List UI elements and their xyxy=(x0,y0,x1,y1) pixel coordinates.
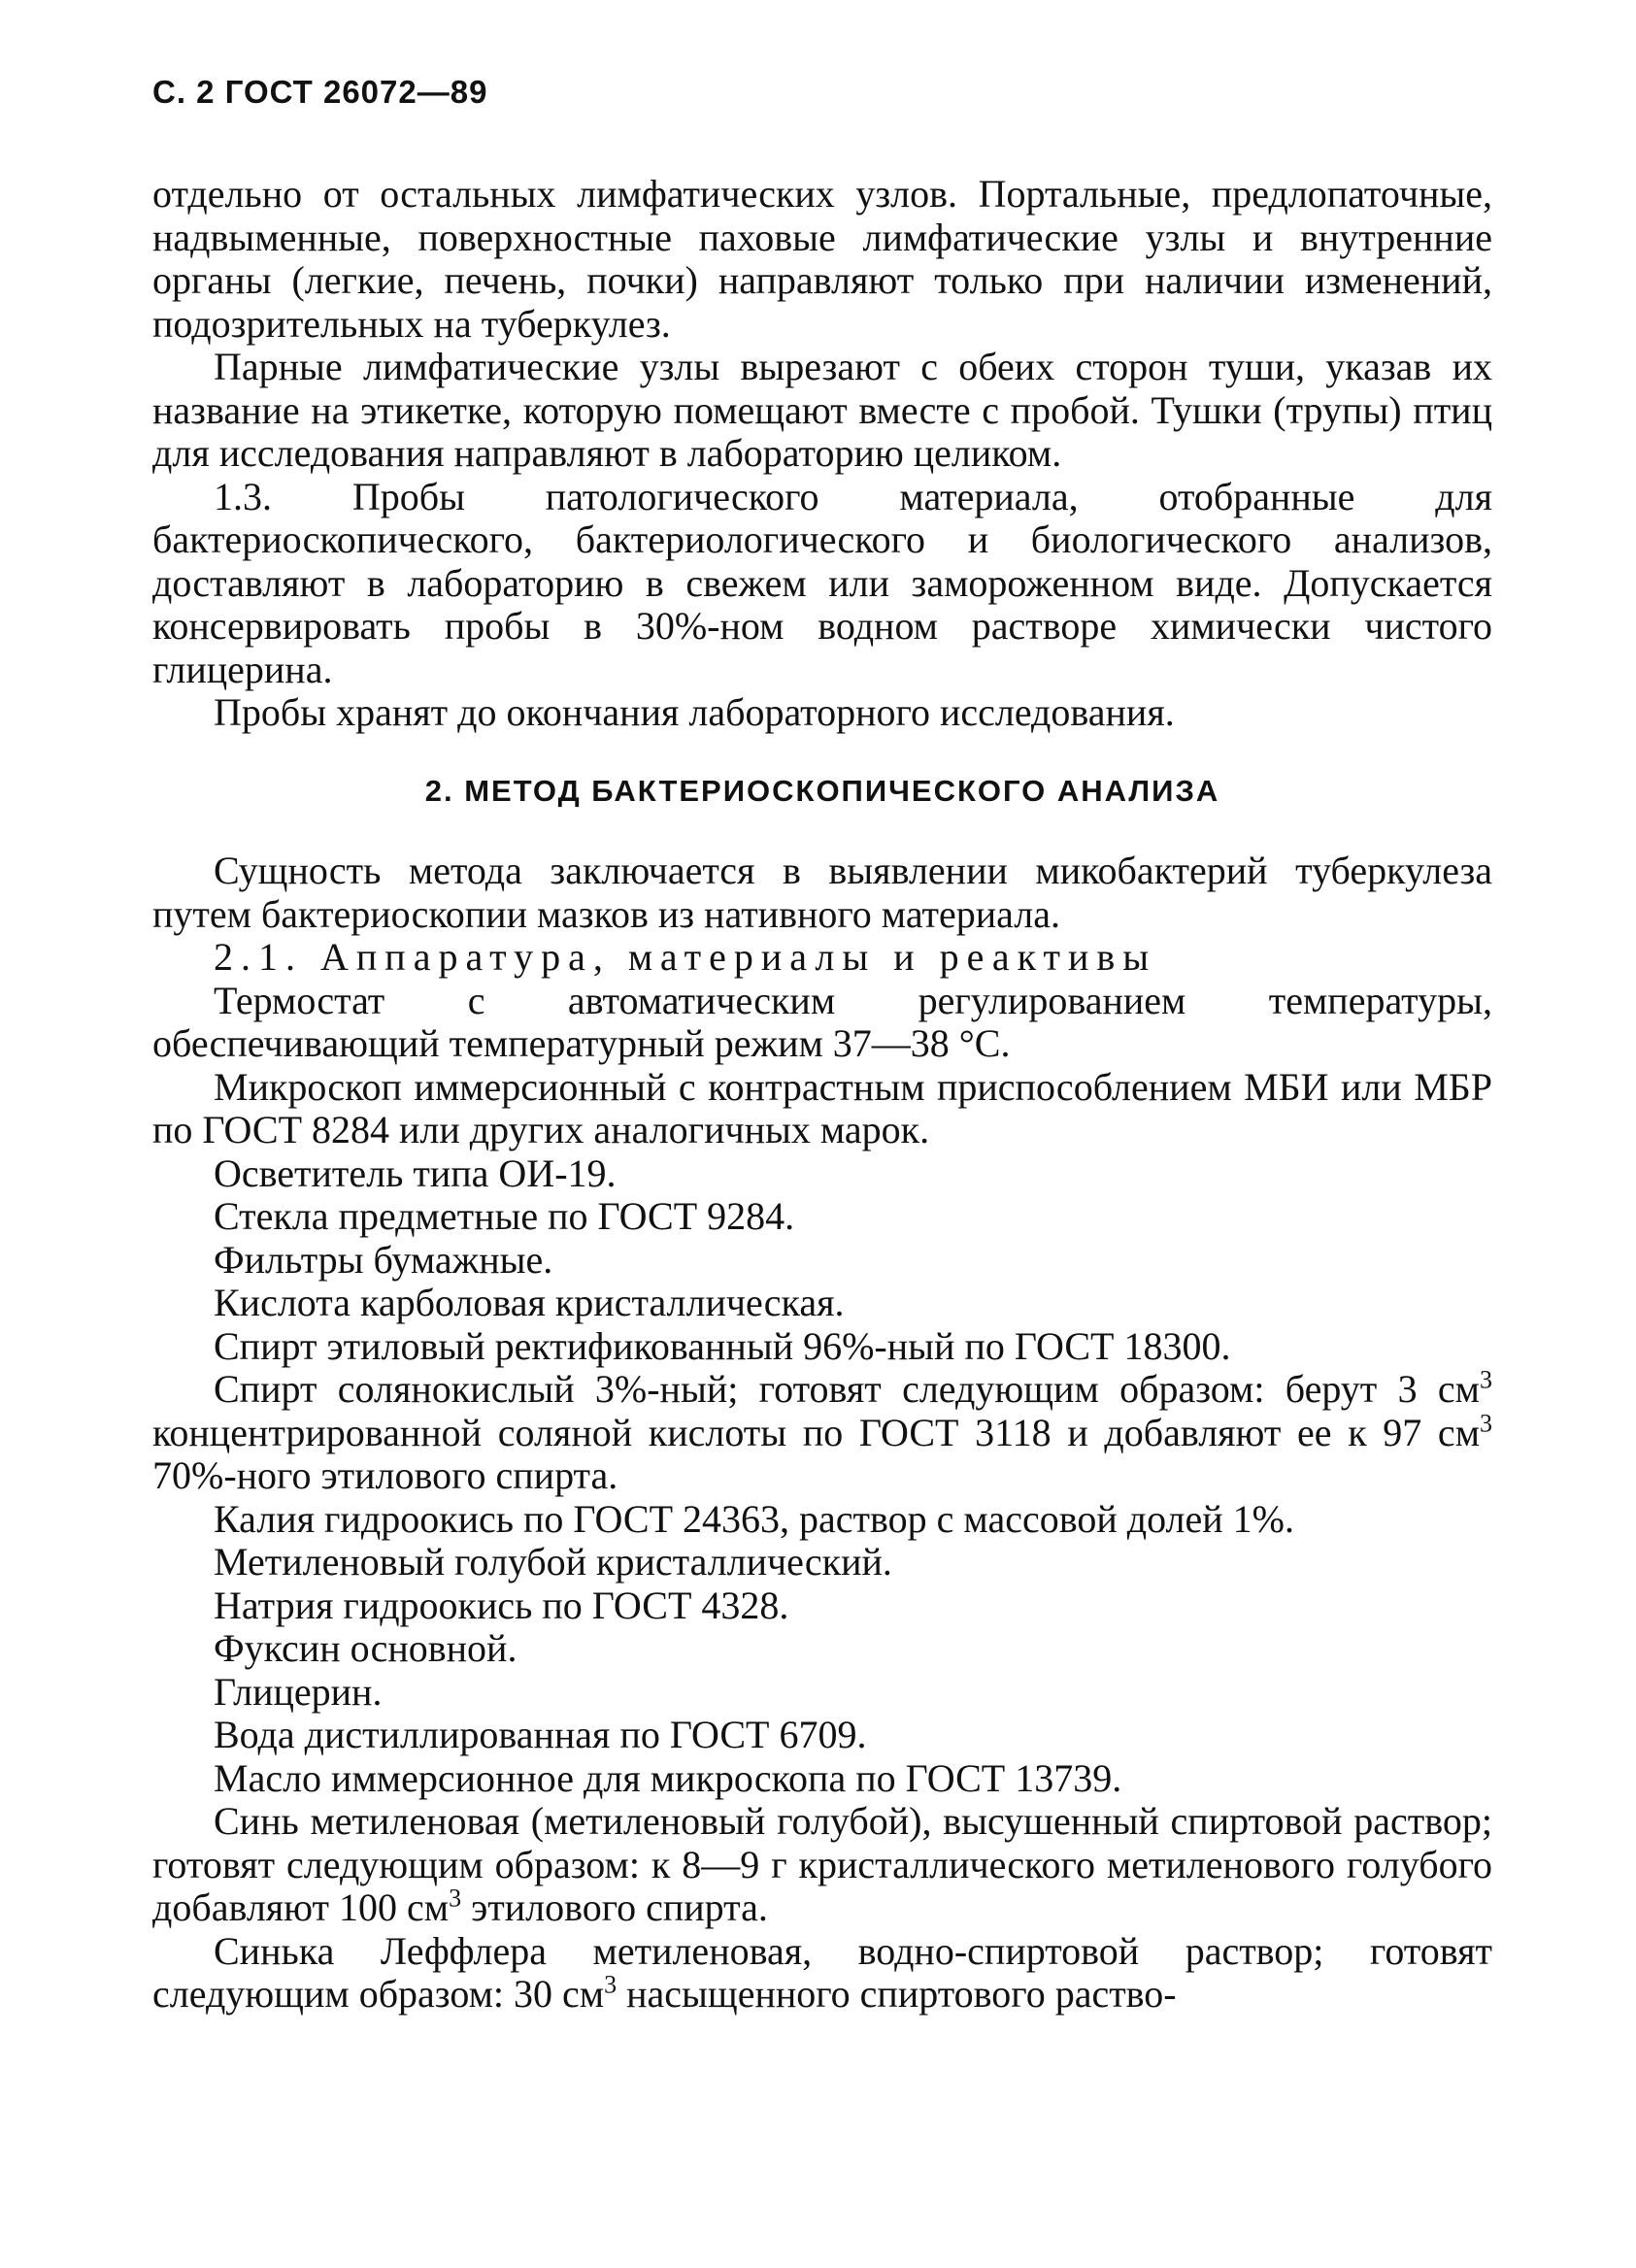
text-run: насыщенного спиртового раство- xyxy=(617,1972,1177,2016)
list-item: Спирт этиловый ректификованный 96%-ный по ГОСТ 18300. xyxy=(214,1323,1231,1368)
superscript: 3 xyxy=(604,1970,618,1999)
list-item: Фуксин основной. xyxy=(214,1626,518,1670)
list-item: Глицерин. xyxy=(214,1669,383,1714)
superscript: 3 xyxy=(449,1884,462,1913)
text-run: Синь метиленовая (метиленовый голубой), высушенный спиртовой раствор; готовят следующим образом: к 8—9 г кристаллического метиленового голубого добавляют 100 см xyxy=(152,1799,1492,1929)
section-heading: 2. МЕТОД БАКТЕРИОСКОПИЧЕСКОГО АНАЛИЗА xyxy=(424,773,1220,808)
paragraph: Парные лимфатические узлы вырезают с обеих сторон туши, указав их название на этикетке, которую помещают вместе с пробой. Тушки (трупы) птиц для исследования направляют в лабораторию целиком. xyxy=(152,345,1492,475)
list-item: Стекла предметные по ГОСТ 9284. xyxy=(214,1194,795,1238)
list-item: Фильтры бумажные. xyxy=(214,1237,553,1282)
text-run: Спирт солянокислый 3%-ный; готовят следующим образом: берут 3 см xyxy=(214,1367,1480,1411)
list-item: Микроскоп иммерсионный с контрастным приспособлением МБИ или МБР по ГОСТ 8284 или других аналогичных марок. xyxy=(152,1064,1492,1151)
list-item: Термостат с автоматическим регулированием температуры, обеспечивающий температурный режим 37—38 °С. xyxy=(152,978,1492,1065)
list-item xyxy=(152,1365,1492,1498)
text-run: Синька Леффлера метиленовая, водно-спиртовой раствор; готовят следующим образом: 30 см xyxy=(152,1928,1492,2016)
text-run: этилового спирта. xyxy=(461,1885,768,1929)
list-item: Натрия гидроокись по ГОСТ 4328. xyxy=(214,1583,789,1627)
text-run: концентрированной соляной кислоты по ГОСТ 3118 и добавляют ее к 97 см xyxy=(152,1410,1480,1454)
text-run: 70%-ного этилового спирта. xyxy=(152,1453,618,1497)
list-item: Масло иммерсионное для микроскопа по ГОСТ 13739. xyxy=(214,1755,1122,1800)
paragraph-clause-1-3: 1.3. Пробы патологического материала, отобранные для бактериоскопического, бактериологического и биологического анализов, доставляют в лабораторию в свежем или замороженном виде. Допускается консервировать пробы в 30%-ном водном растворе химически чистого глицерина. xyxy=(152,474,1492,691)
paragraph: отдельно от остальных лимфатических узлов. Портальные, предлопаточные, надвыменные, поверхностные паховые лимфатические узлы и внутренние органы (легкие, печень, почки) направляют только при наличии изменений, подозрительных на туберкулез. xyxy=(152,172,1492,346)
list-item: Осветитель типа ОИ-19. xyxy=(214,1151,617,1195)
list-item: Метиленовый голубой кристаллический. xyxy=(214,1540,892,1584)
paragraph: Сущность метода заключается в выявлении микобактерий туберкулеза путем бактериоскопии мазков из нативного материала. xyxy=(152,849,1492,936)
subsection-title-2-1: 2.1. Аппаратура, материалы и реактивы xyxy=(214,935,1157,979)
page-header: С. 2 ГОСТ 26072—89 xyxy=(152,74,488,110)
superscript: 3 xyxy=(1480,1365,1492,1394)
list-item: Калия гидроокись по ГОСТ 24363, раствор с массовой долей 1%. xyxy=(214,1496,1294,1541)
document-body xyxy=(152,173,1492,2017)
list-item xyxy=(152,1930,1492,2017)
superscript: 3 xyxy=(1480,1409,1492,1438)
list-item xyxy=(152,1800,1492,1930)
list-item: Кислота карболовая кристаллическая. xyxy=(214,1281,845,1324)
list-item: Вода дистиллированная по ГОСТ 6709. xyxy=(214,1713,867,1756)
paragraph: Пробы хранят до окончания лабораторного исследования. xyxy=(214,690,1175,734)
